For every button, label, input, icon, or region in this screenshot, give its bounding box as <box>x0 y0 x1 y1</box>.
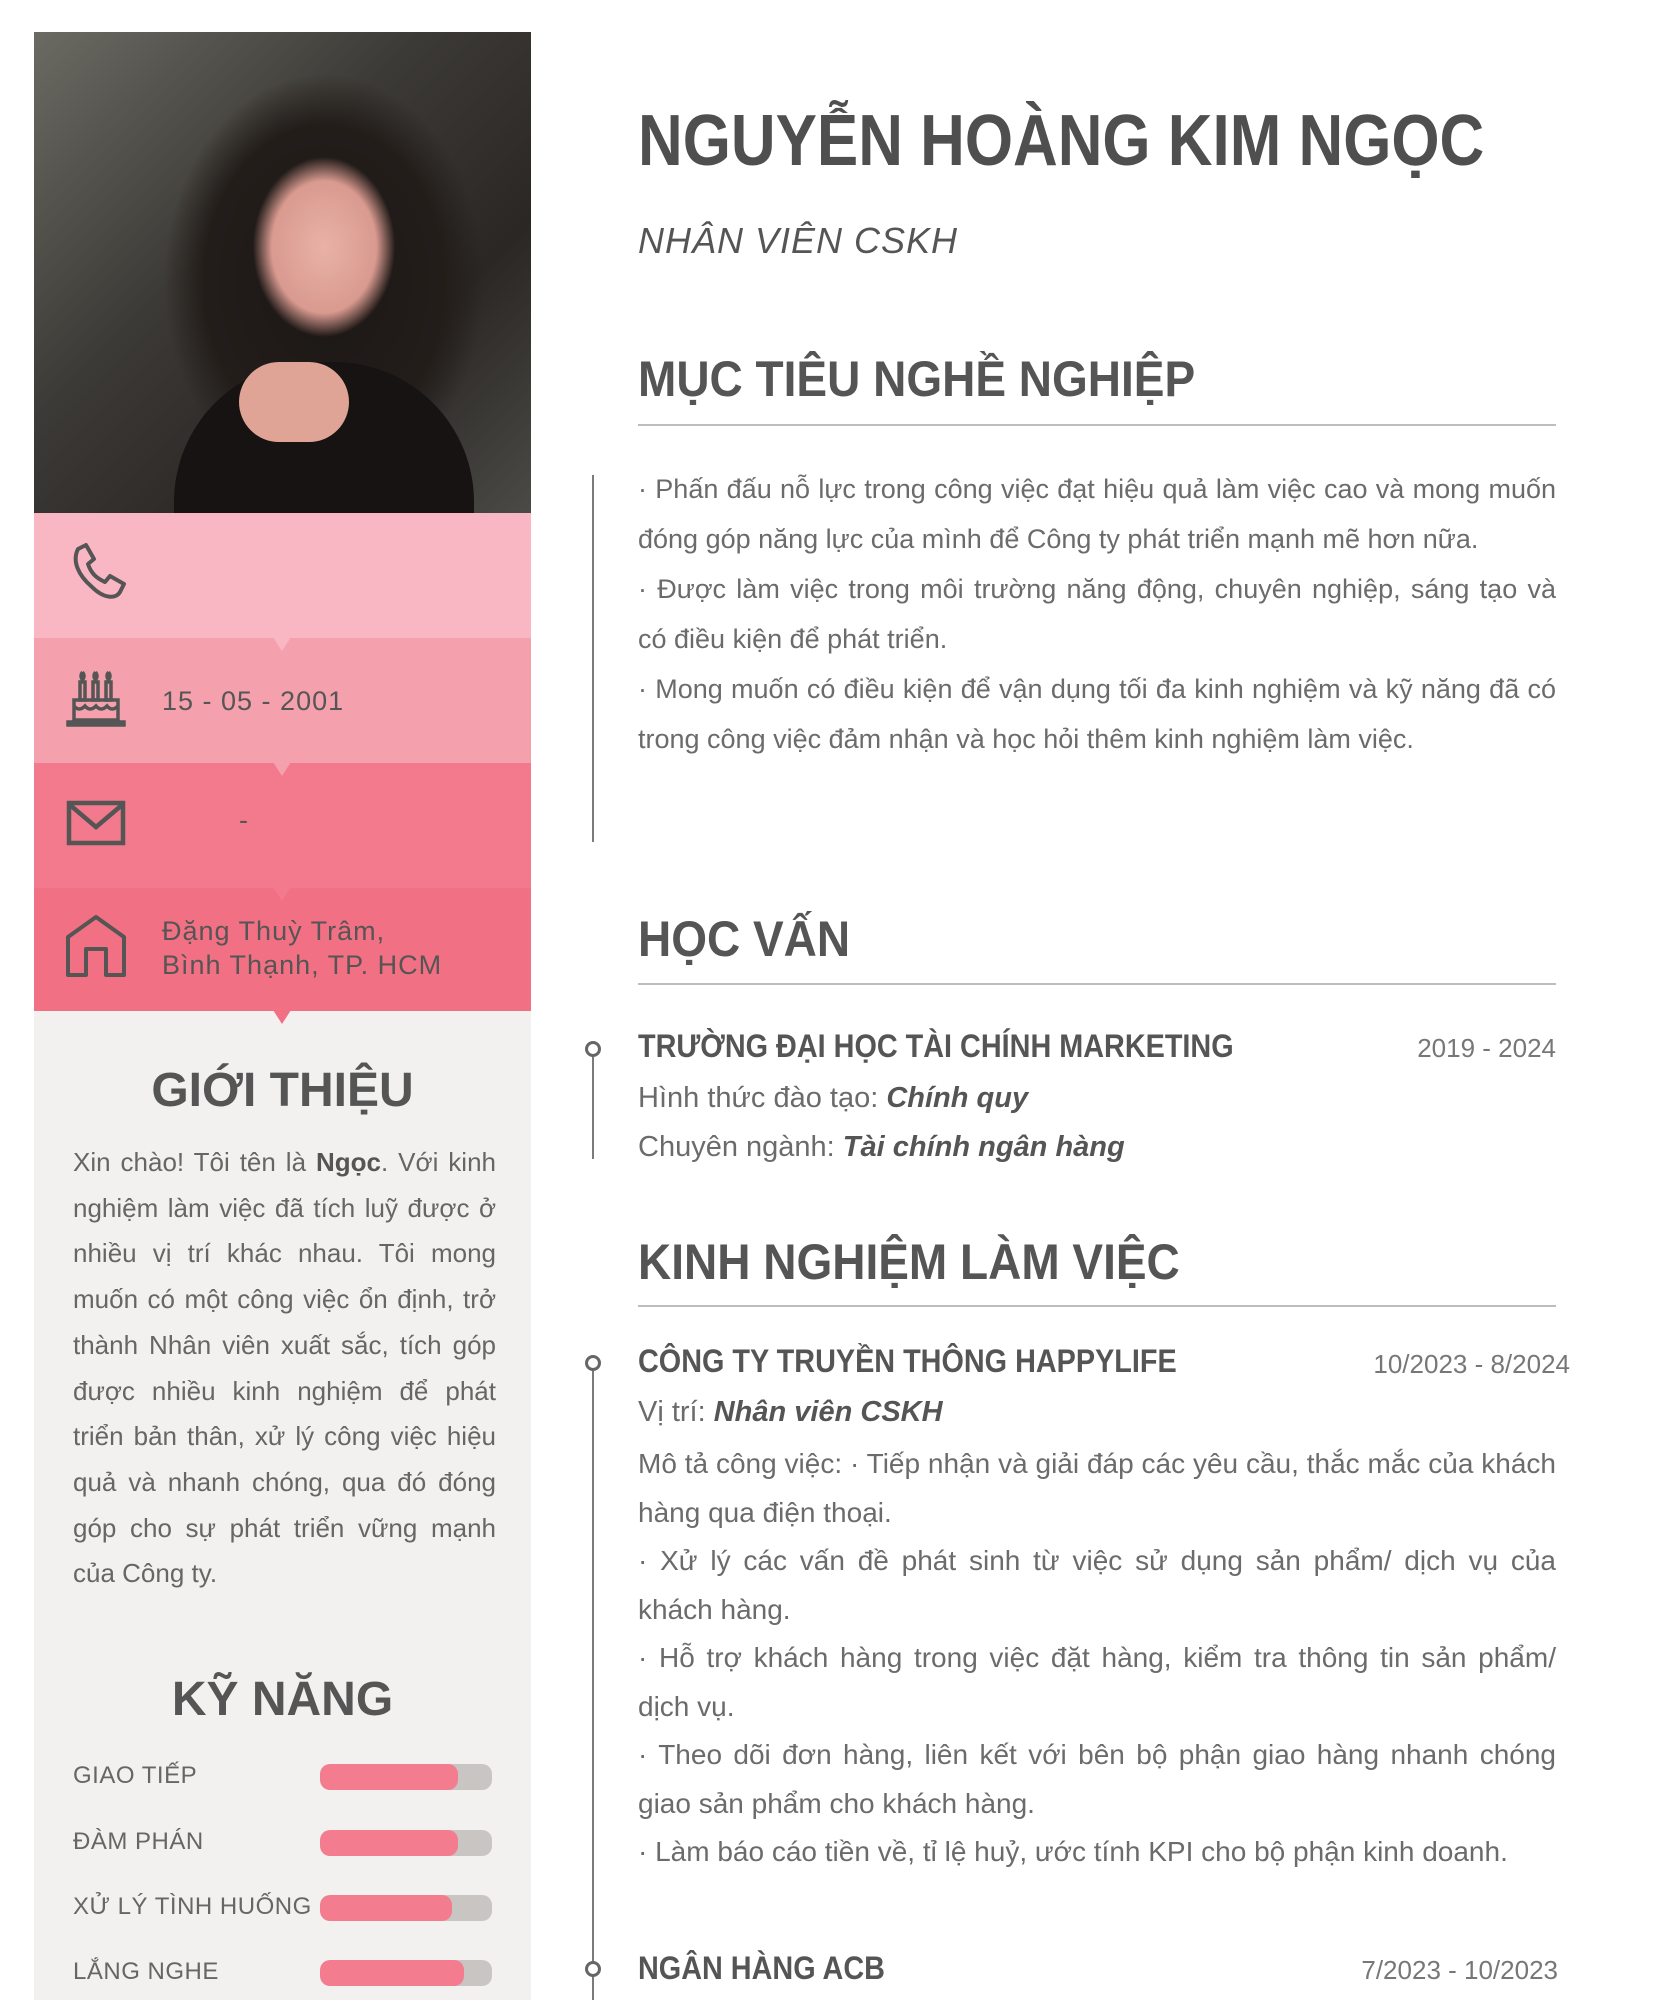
phone-icon <box>64 541 128 605</box>
band-notch <box>273 1010 291 1024</box>
objective-item: · Phấn đấu nỗ lực trong công việc đạt hiệu quả làm việc cao và mong muốn đóng góp năng lực của mình để Công ty phát triển mạnh mẽ hơn nữa. <box>638 474 1556 554</box>
intro-heading: GIỚI THIỆU <box>151 1064 414 1117</box>
education-dates: 2019 - 2024 <box>1417 1033 1556 1063</box>
job-title: NHÂN VIÊN CSKH <box>638 220 959 261</box>
timeline-dot <box>585 1041 601 1057</box>
email-value: - <box>239 805 249 835</box>
timeline-line <box>592 1057 594 1159</box>
skill-label: ĐÀM PHÁN <box>73 1828 204 1855</box>
timeline-line <box>592 475 594 842</box>
birthday-value: 15 - 05 - 2001 <box>162 686 345 716</box>
profile-photo <box>34 32 531 513</box>
major-label: Chuyên ngành: <box>638 1131 843 1163</box>
intro-text <box>73 1140 496 1597</box>
intro-text-start: Xin chào! Tôi tên là <box>73 1147 316 1177</box>
address-line-1: Đặng Thuỳ Trâm, <box>162 916 386 946</box>
candidate-name: NGUYỄN HOÀNG KIM NGỌC <box>638 101 1485 181</box>
mode-value: Chính quy <box>886 1082 1029 1114</box>
job-duty: · Theo dõi đơn hàng, liên kết với bên bộ phận giao hàng nhanh chóng giao sản phẩm cho khách hàng. <box>638 1739 1556 1819</box>
divider <box>638 983 1556 985</box>
photo-hand <box>239 362 349 442</box>
objective-heading: MỤC TIÊU NGHỀ NGHIỆP <box>638 351 1196 407</box>
intro-name: Ngọc <box>316 1147 381 1177</box>
position-value: Nhân viên CSKH <box>713 1396 943 1428</box>
objective-text <box>638 464 1556 764</box>
band-notch <box>273 762 291 776</box>
skill-bar <box>320 1830 492 1856</box>
school-name: TRƯỜNG ĐẠI HỌC TÀI CHÍNH MARKETING <box>638 1028 1234 1064</box>
objective-item: · Mong muốn có điều kiện để vận dụng tối đa kinh nghiệm và kỹ năng đã có trong công việc đảm nhận và học hỏi thêm kinh nghiệm làm việc. <box>638 674 1556 754</box>
home-icon <box>64 913 128 977</box>
education-major <box>638 1131 1125 1164</box>
divider <box>638 1305 1556 1307</box>
contact-email <box>34 763 531 888</box>
job-position <box>638 1396 943 1429</box>
education-mode <box>638 1082 1028 1115</box>
skill-bar <box>320 1960 492 1986</box>
position-label: Vị trí: <box>638 1396 714 1428</box>
education-heading: HỌC VẤN <box>638 911 851 967</box>
skill-bar <box>320 1895 492 1921</box>
skill-bar-fill <box>320 1960 464 1986</box>
company-name: CÔNG TY TRUYỀN THÔNG HAPPYLIFE <box>638 1343 1177 1379</box>
skill-label: LẮNG NGHE <box>73 1958 219 1985</box>
skill-bar-fill <box>320 1895 452 1921</box>
birthday-cake-icon <box>64 666 128 730</box>
job-dates: 7/2023 - 10/2023 <box>1361 1955 1558 1985</box>
skills-heading: KỸ NĂNG <box>171 1673 394 1726</box>
divider <box>638 424 1556 426</box>
contact-phone <box>34 513 531 638</box>
timeline-dot <box>585 1961 601 1977</box>
intro-text-end: . Với kinh nghiệm làm việc đã tích luỹ được ở nhiều vị trí khác nhau. Tôi mong muốn có một công việc ổn định, trở thành Nhân viên xuất sắc, tích góp được nhiều kinh nghiệm để phát triển bản thân, xử lý công việc hiệu quả và nhanh chóng, qua đó đóng góp cho sự phát triển vững mạnh của Công ty. <box>73 1147 496 1589</box>
envelope-icon <box>64 791 128 855</box>
objective-item: · Được làm việc trong môi trường năng động, chuyên nghiệp, sáng tạo và có điều kiện để phát triển. <box>638 574 1556 654</box>
job-dates: 10/2023 - 8/2024 <box>1373 1349 1570 1379</box>
band-notch <box>273 637 291 651</box>
experience-heading: KINH NGHIỆM LÀM VIỆC <box>638 1234 1180 1290</box>
company-name: NGÂN HÀNG ACB <box>638 1950 885 1986</box>
band-notch <box>273 887 291 901</box>
timeline-dot <box>585 1355 601 1371</box>
timeline-line <box>592 1370 594 2000</box>
job-duty: · Xử lý các vấn đề phát sinh từ việc sử dụng sản phẩm/ dịch vụ của khách hàng. <box>638 1545 1556 1625</box>
skill-label: GIAO TIẾP <box>73 1762 198 1789</box>
skill-bar <box>320 1764 492 1790</box>
major-value: Tài chính ngân hàng <box>842 1131 1125 1163</box>
skill-label: XỬ LÝ TÌNH HUỐNG <box>73 1893 312 1920</box>
job-duty: · Hỗ trợ khách hàng trong việc đặt hàng, kiểm tra thông tin sản phẩm/ dịch vụ. <box>638 1642 1556 1722</box>
skill-bar-fill <box>320 1764 458 1790</box>
job-duty: Mô tả công việc: · Tiếp nhận và giải đáp các yêu cầu, thắc mắc của khách hàng qua điện thoại. <box>638 1448 1556 1528</box>
skill-bar-fill <box>320 1830 458 1856</box>
job-duty: · Làm báo cáo tiền về, tỉ lệ huỷ, ước tính KPI cho bộ phận kinh doanh. <box>638 1836 1508 1867</box>
contact-address <box>34 888 531 1011</box>
contact-birthday <box>34 638 531 763</box>
address-line-2: Bình Thạnh, TP. HCM <box>162 950 443 980</box>
job-description <box>638 1440 1556 1877</box>
mode-label: Hình thức đào tạo: <box>638 1082 887 1114</box>
